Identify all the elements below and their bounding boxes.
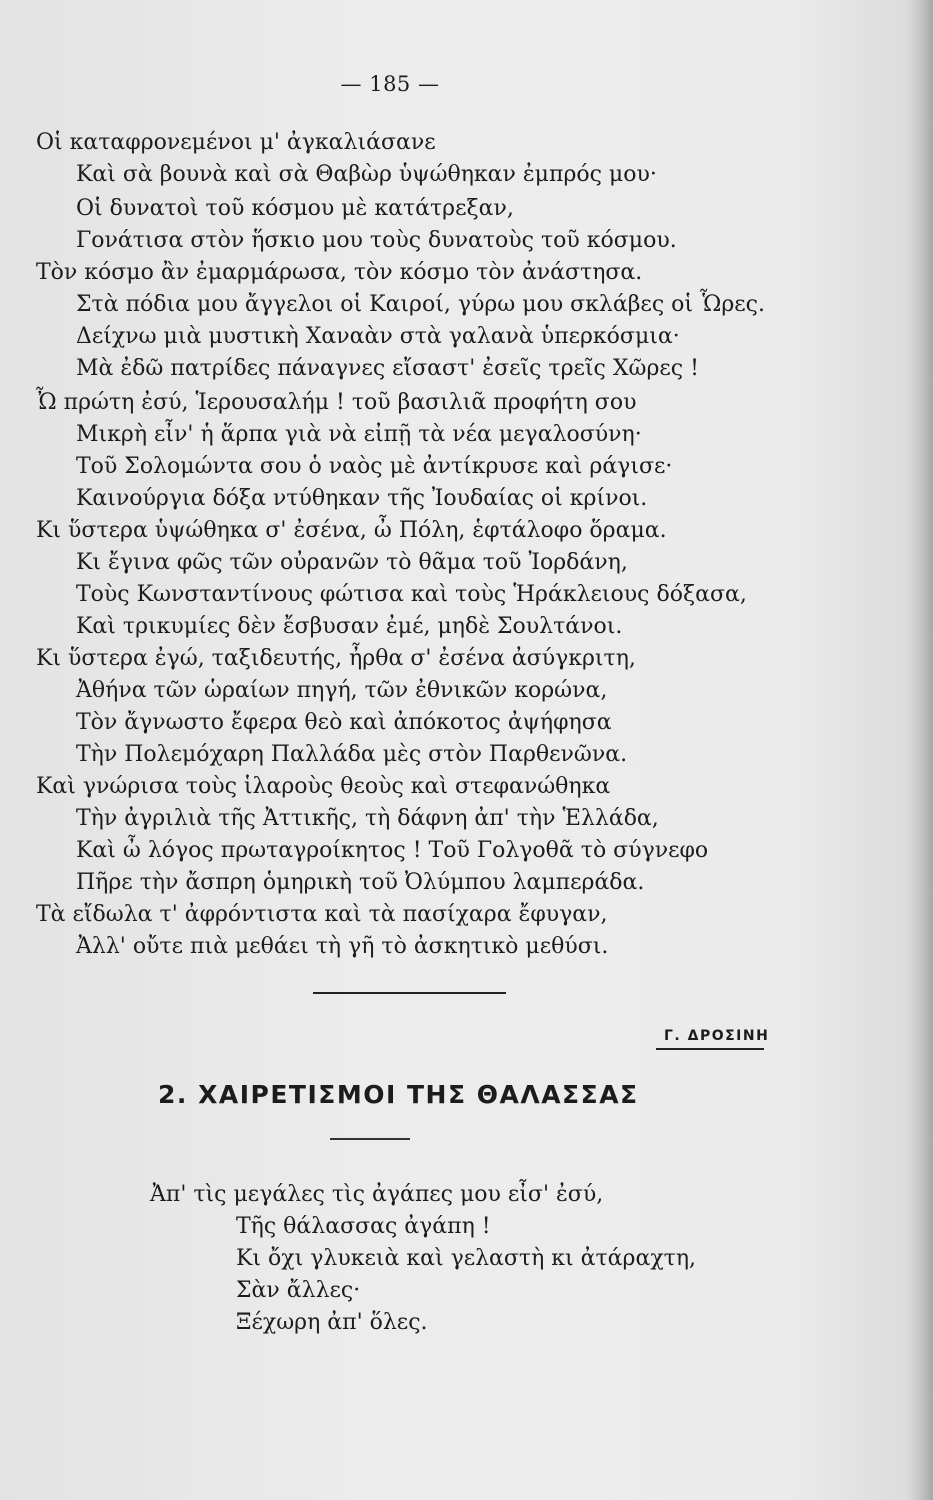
title-divider [330,1138,410,1140]
poem-line: Τὴν ἀγριλιὰ τῆς Ἀττικῆς, τὴ δάφνη ἀπ' τὴν Ἑλλάδα, [76,806,659,831]
poem-line: Πῆρε τὴν ἄσπρη ὁμηρικὴ τοῦ Ὀλύμπου λαμπεράδα. [76,870,645,895]
poem-line: Ὦ πρώτη ἐσύ, Ἱερουσαλήμ ! τοῦ βασιλιᾶ προφήτη σου [36,390,637,415]
poem-line: Καὶ σὰ βουνὰ καὶ σὰ Θαβὼρ ὑψώθηκαν ἐμπρός μου· [76,162,657,187]
poem-line: Καὶ ὦ λόγος πρωταγροίκητος ! Τοῦ Γολγοθᾶ τὸ σύγνεφο [76,838,709,863]
poem-line: Γονάτισα στὸν ἥσκιο μου τοὺς δυνατοὺς τοῦ κόσμου. [76,228,677,253]
poem-line: Τὸν κόσμο ἂν ἐμαρμάρωσα, τὸν κόσμο τὸν ἀνάστησα. [36,260,643,285]
poem2-line: Κι ὄχι γλυκειὰ καὶ γελαστὴ κι ἀτάραχτη, [236,1246,696,1271]
poem-line: Τὰ εἴδωλα τ' ἀφρόντιστα καὶ τὰ πασίχαρα ἔφυγαν, [36,902,608,927]
poem-line: Δείχνω μιὰ μυστικὴ Χαναὰν στὰ γαλανὰ ὑπερκόσμια· [76,324,680,349]
poem-line: Καὶ γνώρισα τοὺς ἱλαροὺς θεοὺς καὶ στεφανώθηκα [36,774,611,799]
poem2-line: Ἀπ' τὶς μεγάλες τὶς ἀγάπες μου εἶσ' ἐσύ, [150,1182,604,1207]
poem-line: Ἀθήνα τῶν ὡραίων πηγή, τῶν ἐθνικῶν κορώνα, [76,678,608,703]
poem-line: Καινούργια δόξα ντύθηκαν τῆς Ἰουδαίας οἱ κρίνοι. [76,486,648,511]
poem-line: Κι ἔγινα φῶς τῶν οὐρανῶν τὸ θᾶμα τοῦ Ἰορδάνη, [76,550,628,575]
author-signature: Γ. ΔΡΟΣΙΝΗ [664,1028,770,1044]
poem-line: Οἱ καταφρονεμένοι μ' ἀγκαλιάσανε [36,130,436,155]
poem-line: Τὴν Πολεμόχαρη Παλλάδα μὲς στὸν Παρθενῶνα. [76,742,628,767]
poem-line: Τὸν ἄγνωστο ἔφερα θεὸ καὶ ἀπόκοτος ἀψήφησα [76,710,612,735]
poem2-line: Σὰν ἄλλες· [236,1278,361,1303]
poem-line: Καὶ τρικυμίες δὲν ἔσβυσαν ἐμέ, μηδὲ Σουλτάνοι. [76,614,623,639]
poem-line: Μὰ ἐδῶ πατρίδες πάναγνες εἴσαστ' ἐσεῖς τρεῖς Χῶρες ! [76,356,699,381]
poem-line: Κι ὕστερα ἐγώ, ταξιδευτής, ἦρθα σ' ἐσένα ἀσύγκριτη, [36,646,636,671]
poem2-line: Τῆς θάλασσας ἀγάπη ! [236,1214,491,1239]
author-underline [656,1048,764,1050]
poem-line: Τοὺς Κωνσταντίνους φώτισα καὶ τοὺς Ἡράκλειους δόξασα, [76,582,747,607]
poem-line: Στὰ πόδια μου ἄγγελοι οἱ Καιροί, γύρω μου σκλάβες οἱ Ὧρες. [76,292,765,317]
poem-line: Οἱ δυνατοὶ τοῦ κόσμου μὲ κατάτρεξαν, [76,196,514,221]
poem2-line: Ξέχωρη ἀπ' ὅλες. [236,1310,428,1335]
poem-line: Κι ὕστερα ὑψώθηκα σ' ἐσένα, ὦ Πόλη, ἑφτάλοφο ὅραμα. [36,518,667,543]
section-divider [313,992,506,994]
page-number: — 185 — [340,72,440,96]
poem-line: Μικρὴ εἶν' ἡ ἅρπα γιὰ νὰ εἰπῇ τὰ νέα μεγαλοσύνη· [76,422,642,447]
poem-line: Ἀλλ' οὔτε πιὰ μεθάει τὴ γῆ τὸ ἀσκητικὸ μεθύσι. [76,934,609,959]
page-edge [911,0,933,1500]
poem-line: Τοῦ Σολομώντα σου ὁ ναὸς μὲ ἀντίκρυσε καὶ ράγισε· [76,454,673,479]
section-title: 2. ΧΑΙΡΕΤΙΣΜΟΙ ΤΗΣ ΘΑΛΑΣΣΑΣ [158,1080,639,1109]
